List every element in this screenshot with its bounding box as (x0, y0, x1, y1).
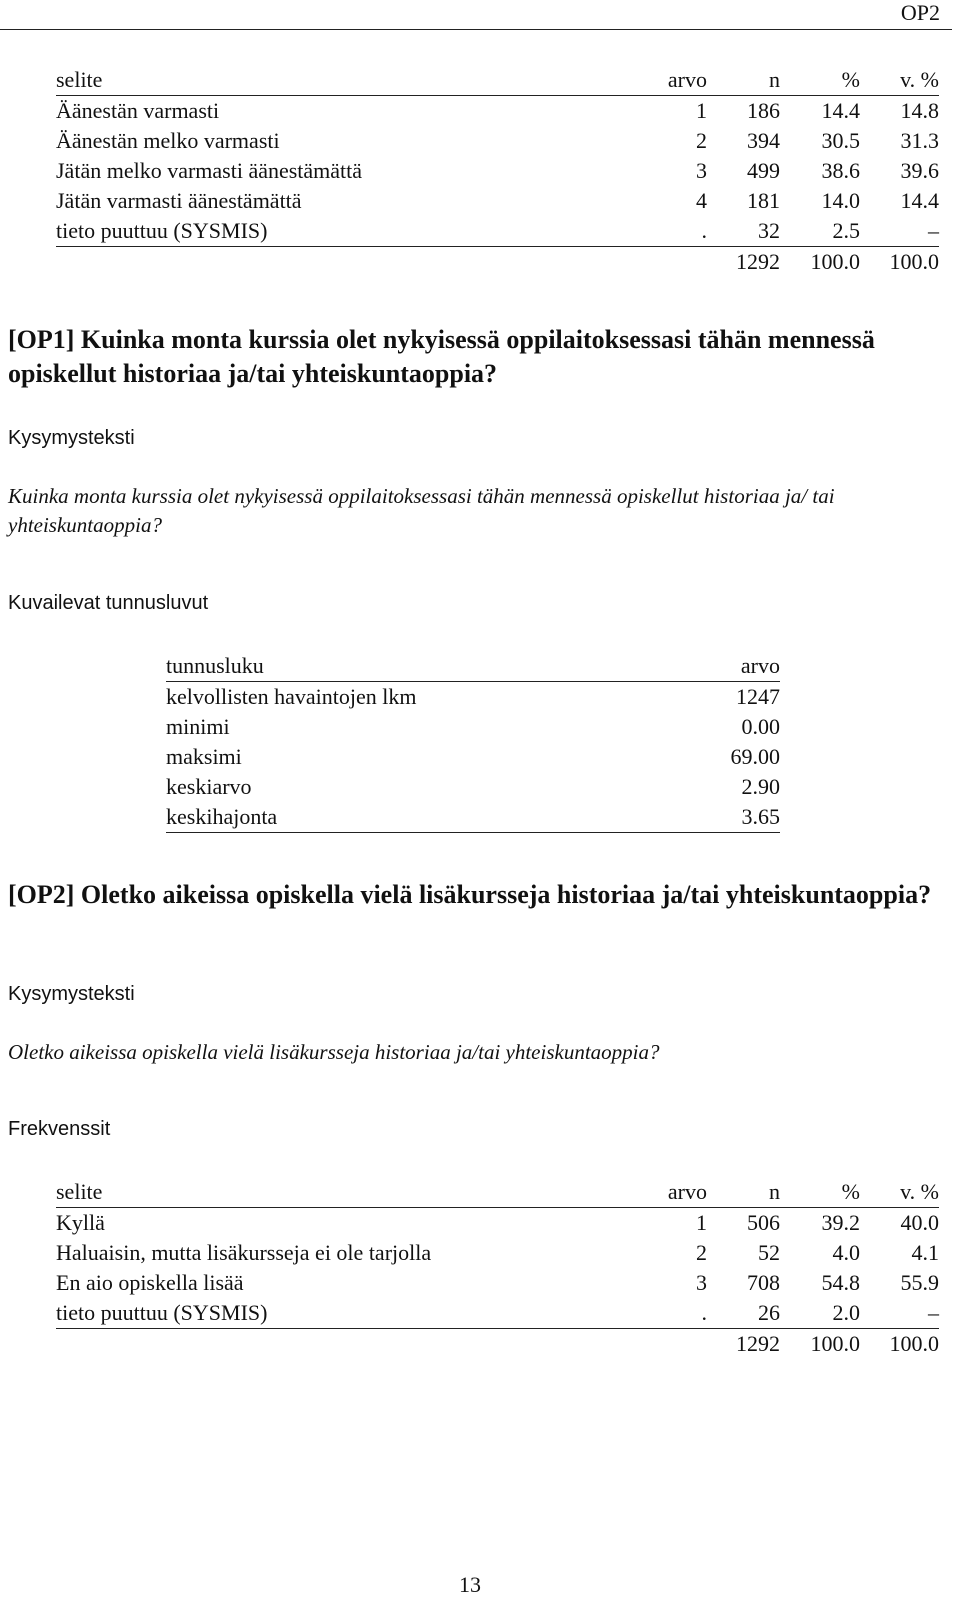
table-cell: 506 (747, 1210, 780, 1235)
column-header: arvo (606, 1177, 707, 1208)
table-cell: kelvollisten havaintojen lkm (166, 684, 417, 709)
table-cell: 4.1 (911, 1240, 939, 1265)
table-cell: 69.00 (730, 744, 780, 769)
table-cell: 31.3 (900, 128, 939, 153)
table-row (166, 682, 780, 713)
table-cell: 100.0 (889, 249, 939, 274)
descriptive-stats-table (166, 651, 780, 833)
table-cell (56, 247, 606, 278)
table-total-row (56, 247, 939, 278)
table-row (56, 1268, 939, 1298)
table-cell: . (606, 216, 707, 247)
table-row (166, 802, 780, 833)
table-cell: 38.6 (821, 158, 860, 183)
page-number: 13 (459, 1572, 481, 1597)
table-cell: Äänestän melko varmasti (56, 128, 280, 153)
table-cell: 1292 (736, 1331, 780, 1356)
question-heading-op2: Kysymysteksti (8, 983, 135, 1005)
table-cell: 100.0 (810, 1331, 860, 1356)
table-cell: 181 (747, 188, 780, 213)
table-cell (606, 1329, 707, 1360)
table-cell (606, 247, 707, 278)
question-title-op2: [OP2] Oletko aikeissa opiskella vielä lisäkursseja historiaa ja/tai yhteiskuntaoppia? (8, 880, 932, 909)
table-cell: 14.4 (821, 98, 860, 123)
table-cell: . (606, 1298, 707, 1329)
table-cell: 499 (747, 158, 780, 183)
table-cell: 14.0 (821, 188, 860, 213)
column-header: selite (56, 65, 606, 96)
table-cell: 3 (696, 1270, 707, 1295)
table-cell: 14.4 (900, 188, 939, 213)
table-cell: 2 (696, 1240, 707, 1265)
table-cell: tieto puuttuu (SYSMIS) (56, 1298, 606, 1329)
table-row (56, 156, 939, 186)
table-row (56, 186, 939, 216)
column-header: % (780, 1177, 860, 1208)
table-cell (56, 1329, 606, 1360)
table-cell: 2.5 (780, 216, 860, 247)
table-cell: 4.0 (832, 1240, 860, 1265)
column-header: tunnusluku (166, 651, 596, 682)
table-row (56, 126, 939, 156)
table-cell: 2.0 (780, 1298, 860, 1329)
table-cell: 708 (747, 1270, 780, 1295)
question-text-op1: Kuinka monta kurssia olet nykyisessä oppilaitoksessasi tähän mennessä opiskellut historiaa ja/ tai yhteiskuntaoppia? (8, 484, 835, 537)
table-cell: 2 (696, 128, 707, 153)
table-cell: Jätän melko varmasti äänestämättä (56, 158, 363, 183)
table-cell: maksimi (166, 744, 242, 769)
table-header-row (56, 1177, 939, 1208)
table-cell: Haluaisin, mutta lisäkursseja ei ole tarjolla (56, 1240, 432, 1265)
column-header: selite (56, 1177, 606, 1208)
column-header: v. % (860, 65, 939, 96)
table-cell: 1 (696, 1210, 707, 1235)
table-cell: keskiarvo (166, 774, 252, 799)
table-cell: – (860, 1298, 939, 1329)
table-cell: 1247 (736, 684, 780, 709)
table-cell: 1292 (736, 249, 780, 274)
table-cell: 39.6 (900, 158, 939, 183)
table-cell: tieto puuttuu (SYSMIS) (56, 216, 606, 247)
table-cell: 39.2 (821, 1210, 860, 1235)
table-cell: En aio opiskella lisää (56, 1270, 244, 1295)
table-cell: 54.8 (821, 1270, 860, 1295)
table-cell: keskihajonta (166, 802, 596, 833)
table-cell: 186 (747, 98, 780, 123)
table-cell: 100.0 (889, 1331, 939, 1356)
column-header: arvo (606, 65, 707, 96)
table-cell: Äänestän varmasti (56, 98, 220, 123)
frequency-table-prev (56, 65, 939, 277)
column-header: arvo (596, 651, 780, 682)
table-cell: Kyllä (56, 1210, 105, 1235)
table-cell: 52 (758, 1240, 780, 1265)
table-cell: 40.0 (900, 1210, 939, 1235)
stats-heading-op1: Kuvailevat tunnusluvut (8, 592, 209, 614)
freq-heading-op2: Frekvenssit (8, 1118, 111, 1140)
running-header: OP2 (900, 0, 940, 25)
table-row (56, 96, 939, 127)
table-cell: Jätän varmasti äänestämättä (56, 188, 302, 213)
table-cell: 3 (696, 158, 707, 183)
table-header-row (166, 651, 780, 682)
table-cell: 2.90 (741, 774, 780, 799)
header-rule (0, 29, 952, 30)
table-cell: 30.5 (821, 128, 860, 153)
column-header: n (707, 1177, 780, 1208)
table-row (56, 216, 939, 247)
table-header-row (56, 65, 939, 96)
table-cell: 100.0 (810, 249, 860, 274)
question-text-op2: Oletko aikeissa opiskella vielä lisäkursseja historiaa ja/tai yhteiskuntaoppia? (8, 1040, 660, 1064)
question-title-op1: [OP1] Kuinka monta kurssia olet nykyisessä oppilaitoksessasi tähän mennessä opiskellut historiaa ja/tai yhteiskuntaoppia? (8, 325, 875, 388)
table-cell: 55.9 (900, 1270, 939, 1295)
table-total-row (56, 1329, 939, 1360)
frequency-table-op2 (56, 1177, 939, 1359)
question-heading-op1: Kysymysteksti (8, 427, 135, 449)
table-cell: 394 (747, 128, 780, 153)
table-cell: 26 (707, 1298, 780, 1329)
table-cell: 32 (707, 216, 780, 247)
table-cell: 1 (696, 98, 707, 123)
column-header: v. % (860, 1177, 939, 1208)
table-cell: 3.65 (596, 802, 780, 833)
table-row (56, 1208, 939, 1239)
table-row (56, 1298, 939, 1329)
table-row (166, 742, 780, 772)
column-header: % (780, 65, 860, 96)
table-cell: minimi (166, 714, 230, 739)
table-row (166, 712, 780, 742)
table-cell: 14.8 (900, 98, 939, 123)
table-cell: 4 (696, 188, 707, 213)
table-row (56, 1238, 939, 1268)
column-header: n (707, 65, 780, 96)
table-cell: 0.00 (741, 714, 780, 739)
table-row (166, 772, 780, 802)
table-cell: – (860, 216, 939, 247)
